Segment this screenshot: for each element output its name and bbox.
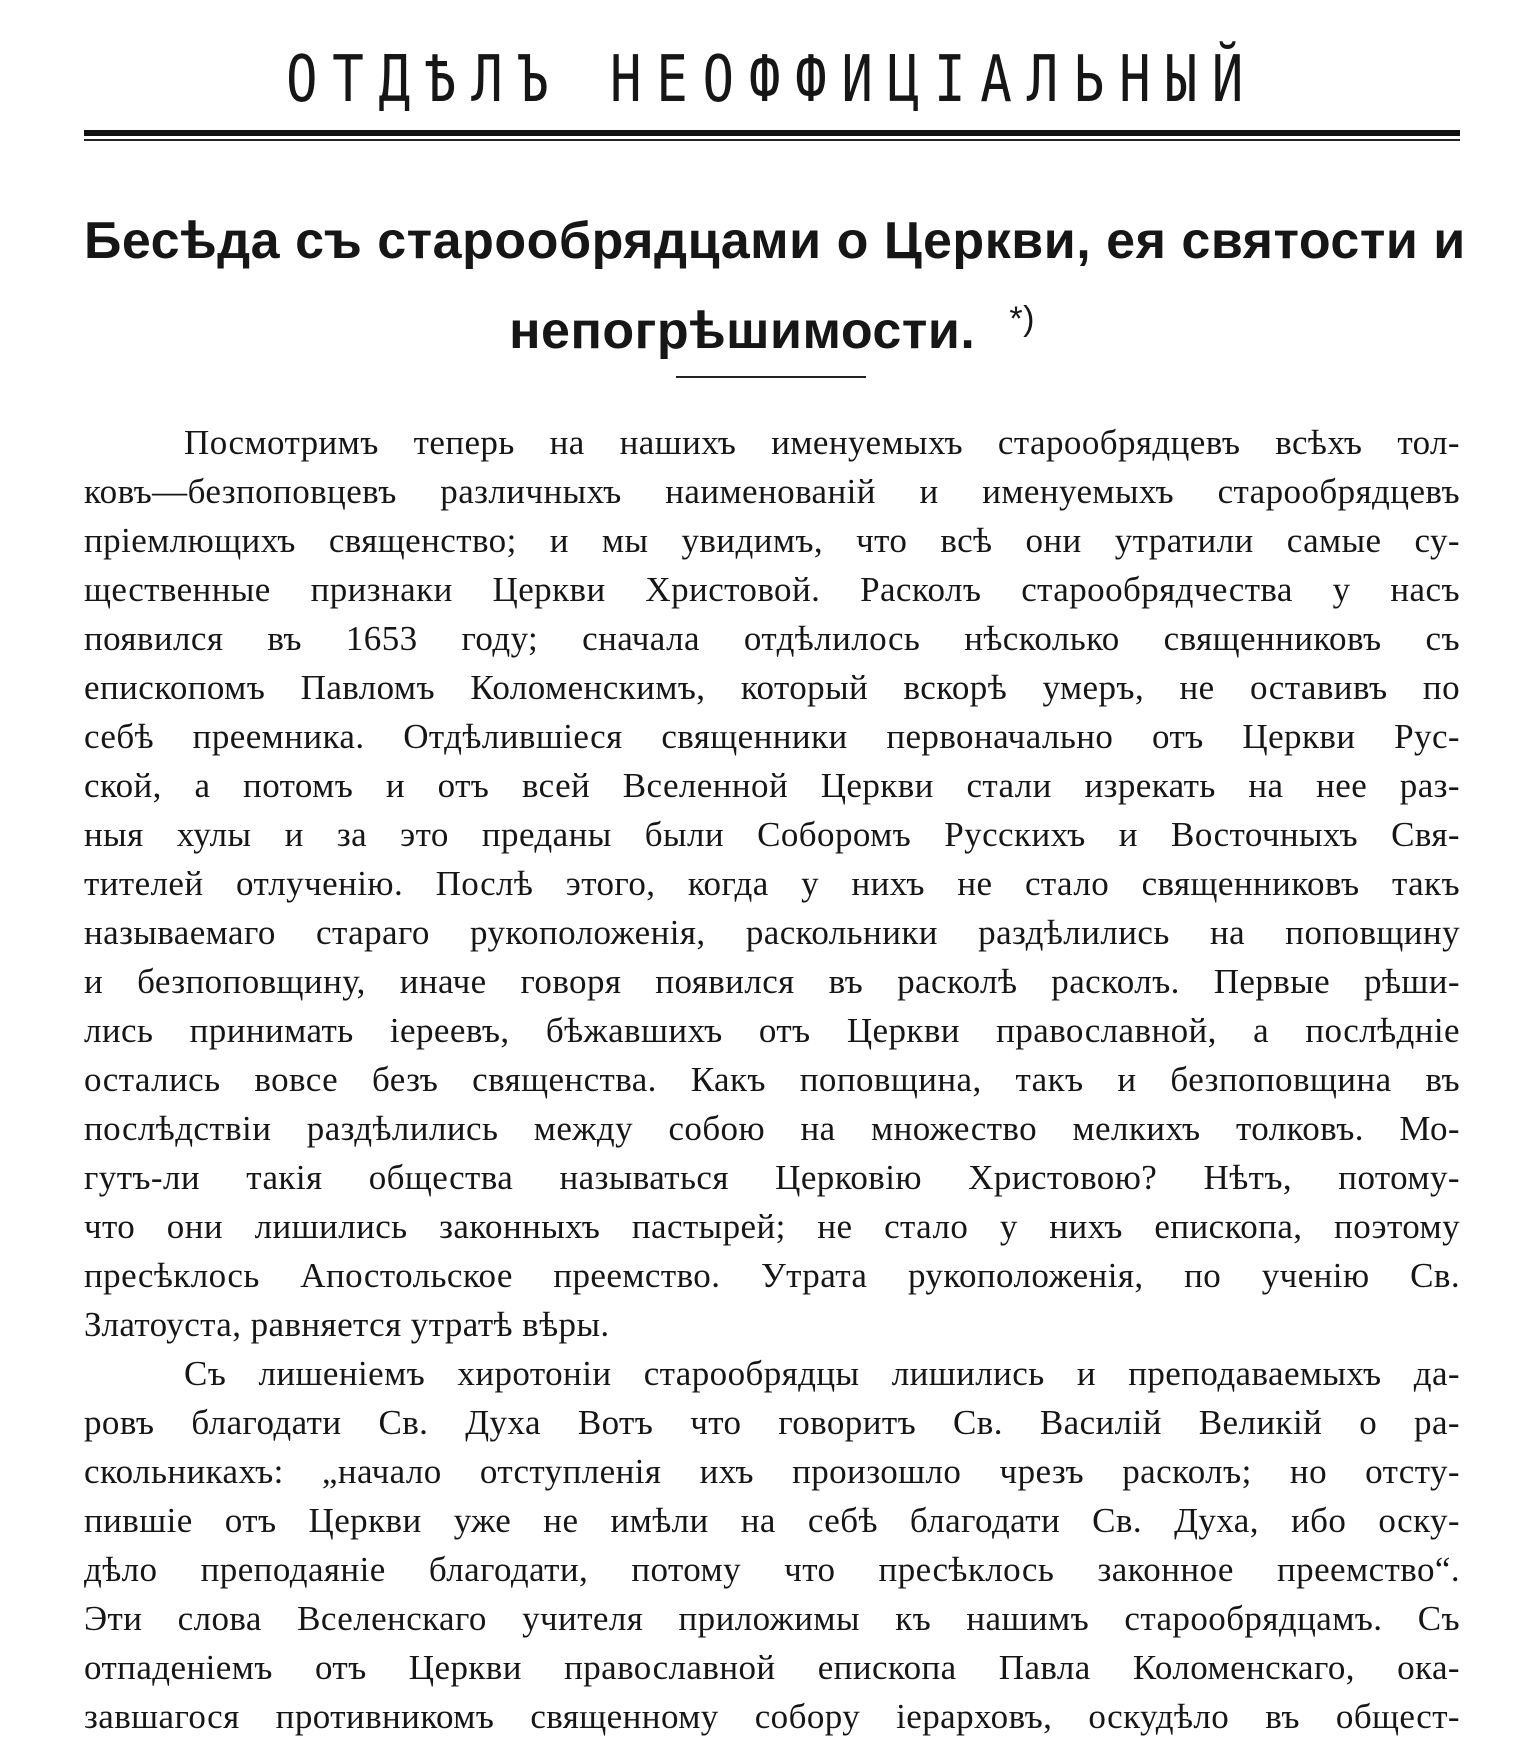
text-line: епископомъ Павломъ Коломенскимъ, который вскорѣ умеръ, не оставивъ по (84, 668, 1460, 707)
header-rule-thin (84, 139, 1460, 141)
text-line: дѣло преподаяніе благодати, потому что пресѣклось законное преемство“. (84, 1550, 1460, 1589)
article-body (84, 418, 1460, 1741)
header-rule-thick (84, 130, 1460, 136)
article-title-line-1: Бесѣда съ старообрядцами о Церкви, ея святости и (84, 212, 1466, 270)
text-line: завшагося противникомъ священному собору іерарховъ, оскудѣло въ общест- (84, 1697, 1460, 1736)
section-header: ОТДѢЛЪ НЕОФФИЦІАЛЬНЫЙ (285, 43, 1259, 117)
text-line: появился въ 1653 году; сначала отдѣлилось нѣсколько священниковъ съ (84, 619, 1460, 658)
text-line: ровъ благодати Св. Духа Вотъ что говоритъ Св. Василій Великій о ра- (84, 1403, 1460, 1442)
text-line: Эти слова Вселенскаго учителя приложимы къ нашимъ старообрядцамъ. Съ (84, 1599, 1460, 1638)
text-line: Посмотримъ теперь на нашихъ именуемыхъ старообрядцевъ всѣхъ тол- (184, 423, 1460, 462)
footnote-mark: *) (1009, 300, 1035, 338)
text-line: Златоуста, равняется утратѣ вѣры. (84, 1305, 610, 1344)
text-line: Съ лишеніемъ хиротоніи старообрядцы лишились и преподаваемыхъ да- (184, 1354, 1460, 1393)
text-line: лись принимать іереевъ, бѣжавшихъ отъ Церкви православной, а послѣдніе (84, 1011, 1460, 1050)
text-line: щественные признаки Церкви Христовой. Расколъ старообрядчества у насъ (84, 570, 1460, 609)
text-line: ской, а потомъ и отъ всей Вселенной Церкви стали изрекать на нее раз- (84, 766, 1460, 805)
text-line: гутъ-ли такія общества называться Церковію Христовою? Нѣтъ, потому- (84, 1158, 1460, 1197)
document-page (84, 0, 1466, 1751)
text-line: скольникахъ: „начало отступленія ихъ произошло чрезъ расколъ; но отсту- (84, 1452, 1460, 1491)
text-line: себѣ преемника. Отдѣлившіеся священники первоначально отъ Церкви Рус- (84, 717, 1460, 756)
text-line: ныя хулы и за это преданы были Соборомъ Русскихъ и Восточныхъ Свя- (84, 815, 1460, 854)
text-line: и безпоповщину, иначе говоря появился въ расколѣ расколъ. Первые рѣши- (84, 962, 1460, 1001)
article-title (84, 202, 1466, 370)
paragraph-1 (84, 418, 1460, 1349)
text-line: отпаденіемъ отъ Церкви православной епископа Павла Коломенскаго, ока- (84, 1648, 1460, 1687)
text-line: ковъ—безпоповцевъ различныхъ наименованій и именуемыхъ старообрядцевъ (84, 472, 1460, 511)
text-line: послѣдствіи раздѣлились между собою на множество мелкихъ толковъ. Мо- (84, 1109, 1460, 1148)
text-line: остались вовсе безъ священства. Какъ поповщина, такъ и безпоповщина въ (84, 1060, 1460, 1099)
text-line: пившіе отъ Церкви уже не имѣли на себѣ благодати Св. Духа, ибо оску- (84, 1501, 1460, 1540)
text-line: называемаго стараго рукоположенія, раскольники раздѣлились на поповщину (84, 913, 1460, 952)
title-separator-rule (676, 376, 866, 378)
text-line: что они лишились законныхъ пастырей; не стало у нихъ епископа, поэтому (84, 1207, 1460, 1246)
text-line: пресѣклось Апостольское преемство. Утрата рукоположенія, по ученію Св. (84, 1256, 1460, 1295)
text-line: тителей отлученію. Послѣ этого, когда у нихъ не стало священниковъ такъ (84, 864, 1460, 903)
header-double-rule (84, 130, 1460, 144)
paragraph-2 (84, 1349, 1460, 1741)
text-line: пріемлющихъ священство; и мы увидимъ, что всѣ они утратили самые су- (84, 521, 1460, 560)
article-title-line-2 (84, 280, 1460, 370)
article-title-line-2-text: непогрѣшимости. (509, 302, 976, 360)
